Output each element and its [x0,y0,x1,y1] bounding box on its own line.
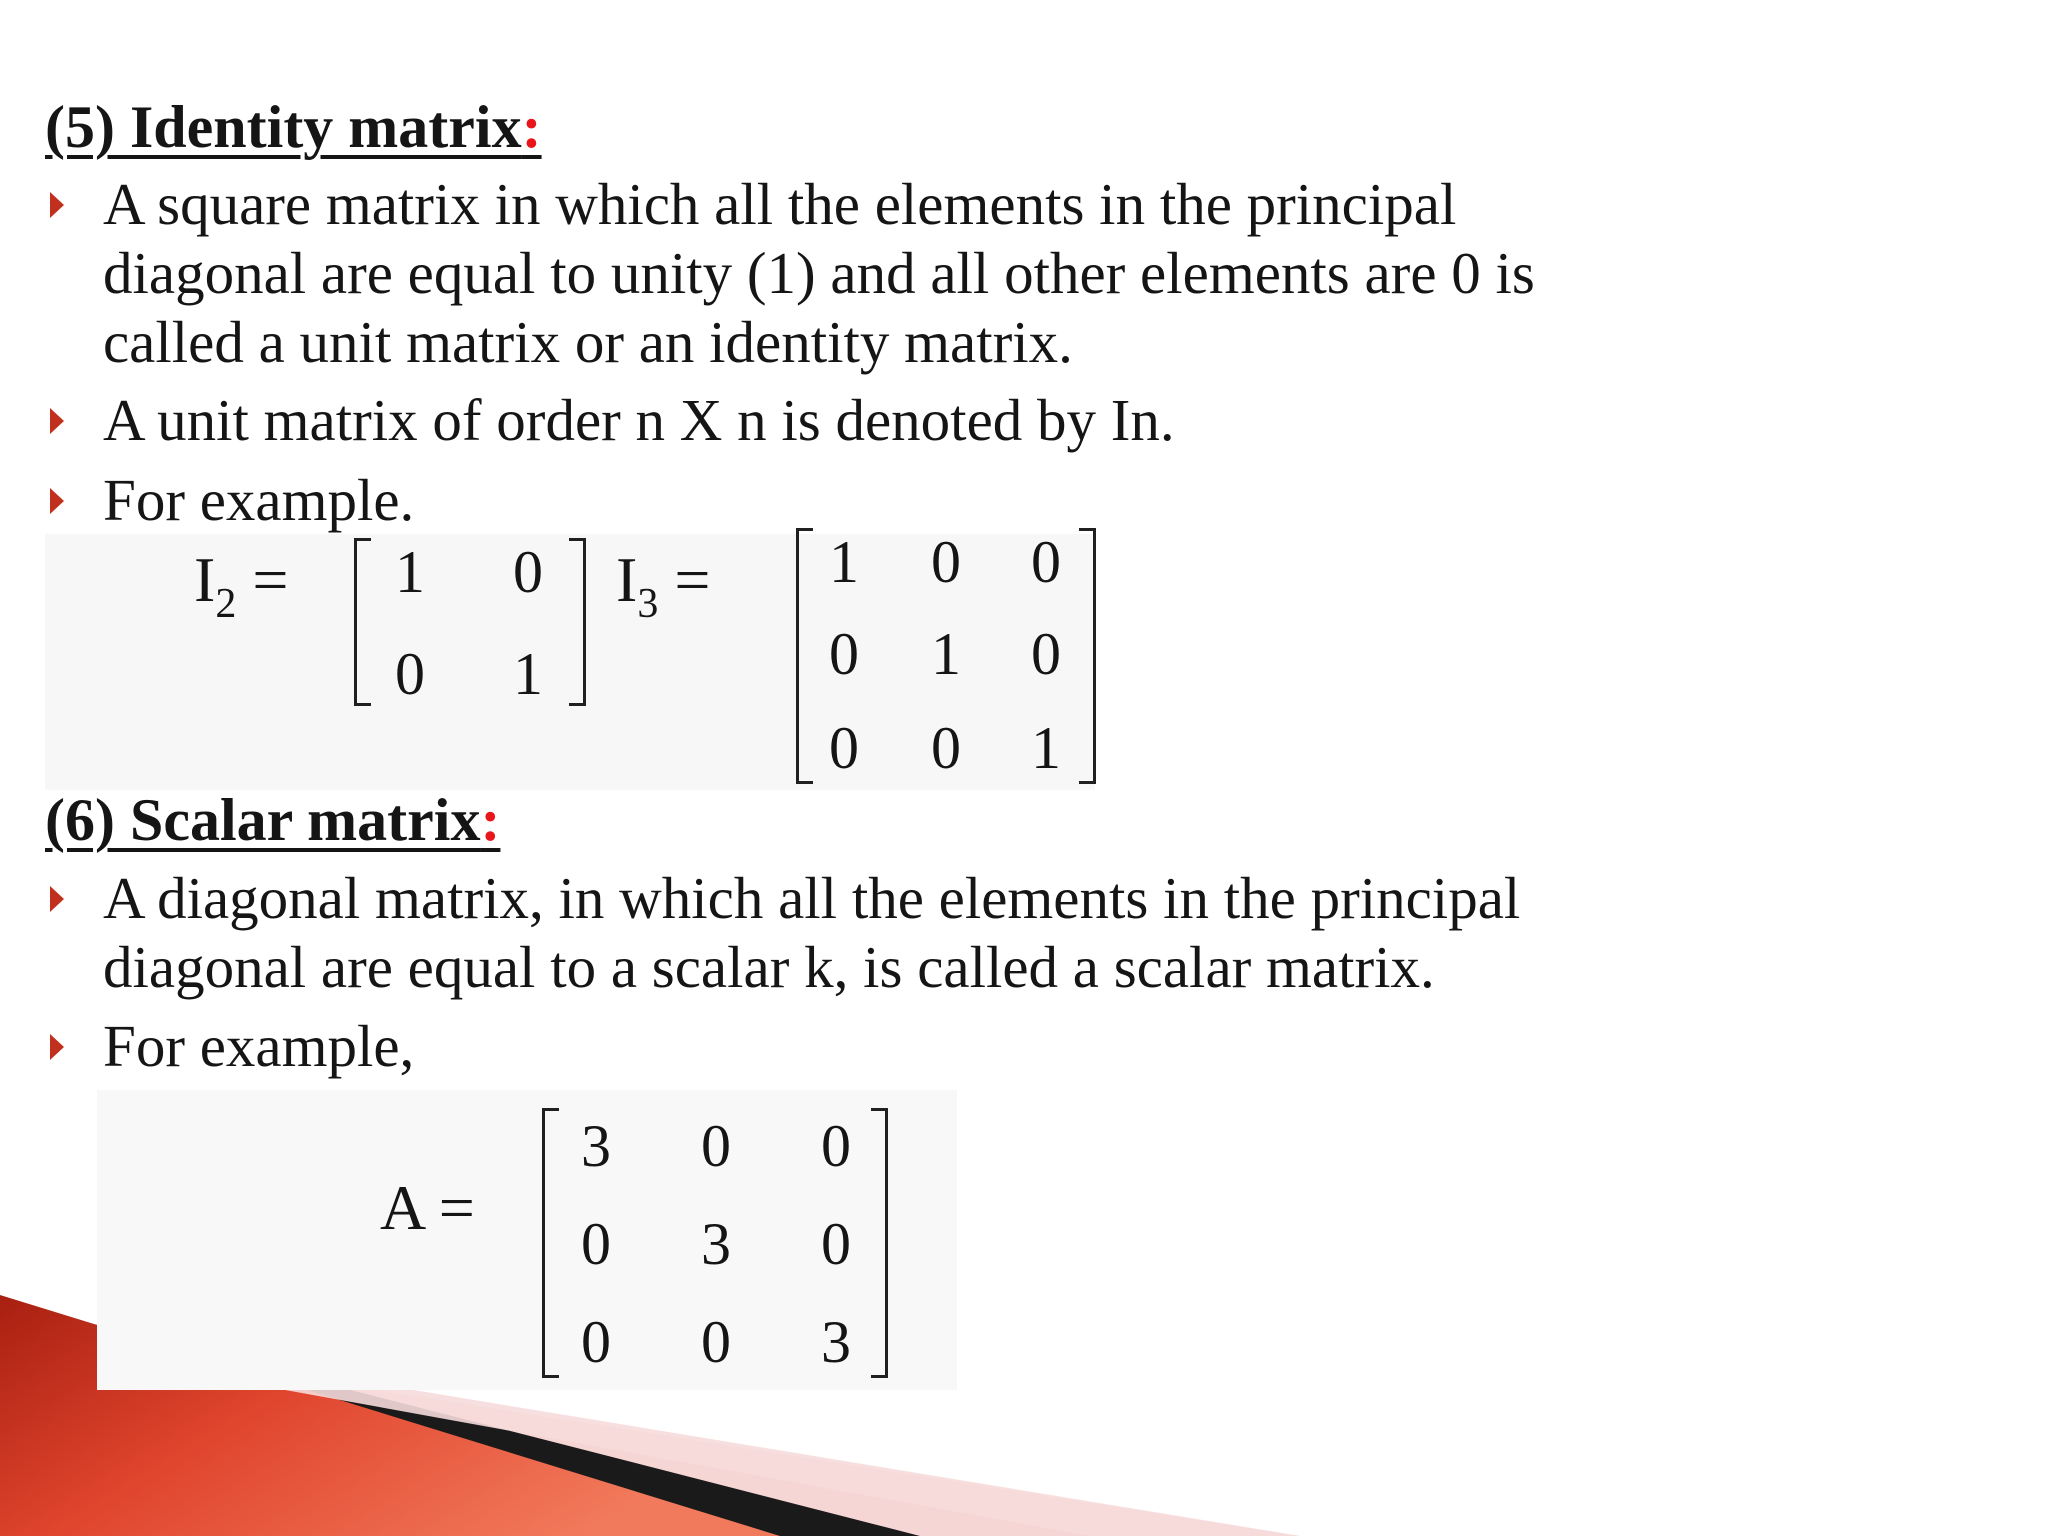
bullet-arrow-icon [50,488,64,514]
bullet-text-line: called a unit matrix or an identity matrix. [103,309,1073,375]
bullet-arrow-icon [50,886,64,912]
matrix-cell: 1 [931,621,961,687]
matrix-cell: 0 [395,641,425,707]
right-bracket [1079,528,1096,784]
left-bracket [542,1108,559,1378]
bullet-text-line: diagonal are equal to unity (1) and all other elements are 0 is [103,240,1535,306]
bullet-text-line: A square matrix in which all the elements in the principal [103,171,1457,237]
left-bracket [354,538,371,706]
section-heading-scalar: (6) Scalar matrix: [45,787,501,853]
bullet-text-line: diagonal are equal to a scalar k, is called a scalar matrix. [103,934,1435,1000]
matrix-cell: 0 [1031,621,1061,687]
label-a: A = [380,1172,475,1243]
bullet-identity-notation [45,386,1945,455]
matrix-cell: 3 [821,1309,851,1375]
right-bracket [569,538,586,706]
bullet-text-line: For example. [103,467,415,533]
bullet-scalar-definition [45,864,1945,1002]
matrix-cell: 3 [581,1113,611,1179]
bullet-arrow-icon [50,408,64,434]
matrix-cell: 0 [829,621,859,687]
matrix-cell: 0 [581,1211,611,1277]
matrix-cell: 1 [829,529,859,595]
matrix-i2 [354,538,586,706]
matrix-cell: 0 [821,1211,851,1277]
matrix-cell: 0 [581,1309,611,1375]
matrix-cell: 3 [701,1211,731,1277]
matrix-cell: 0 [1031,529,1061,595]
bullet-arrow-icon [50,1034,64,1060]
matrix-cell: 0 [931,715,961,781]
bullet-text-line: A diagonal matrix, in which all the elements in the principal [103,865,1521,931]
matrix-cell: 0 [931,529,961,595]
bullet-text-line: For example, [103,1013,415,1079]
section-heading-identity: (5) Identity matrix: [45,94,542,160]
matrix-cell: 1 [1031,715,1061,781]
matrix-cell: 0 [829,715,859,781]
matrix-a [542,1108,888,1378]
label-i2: $I_2$ = [194,544,289,627]
left-bracket [796,528,813,784]
matrix-cell: 1 [513,641,543,707]
matrix-cell: 0 [701,1309,731,1375]
bullet-arrow-icon [50,192,64,218]
bullet-text-line: A unit matrix of order n X n is denoted by In. [103,387,1175,453]
right-bracket [871,1108,888,1378]
bullet-identity-definition [45,170,1945,377]
matrix-cell: 0 [701,1113,731,1179]
bullet-scalar-example [45,1012,1945,1081]
bullet-identity-example [45,466,1945,535]
label-i3: $I_3$ = [616,544,711,627]
matrix-cell: 0 [821,1113,851,1179]
matrix-cell: 0 [513,539,543,605]
matrix-cell: 1 [395,539,425,605]
matrix-i3 [796,528,1096,784]
